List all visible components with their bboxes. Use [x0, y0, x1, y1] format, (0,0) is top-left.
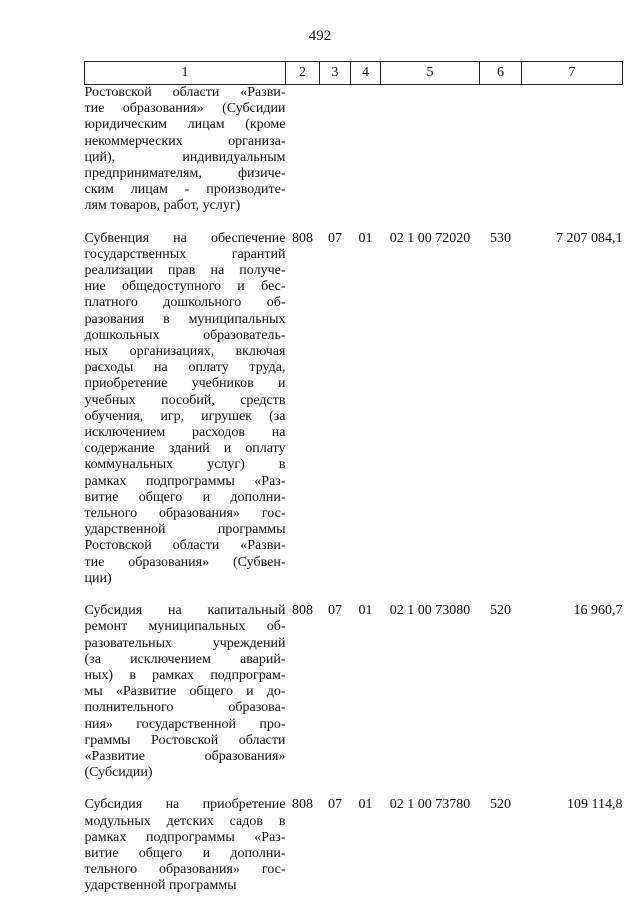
description-line: реализации прав на получе-: [84, 263, 286, 279]
description-line: предпринимателям, физиче-: [84, 166, 286, 182]
description-line: содержание зданий и оплату: [84, 441, 286, 457]
description-line: тие образования» (Субсидии: [84, 101, 286, 117]
description-line: дошкольных образователь-: [84, 327, 286, 343]
header-col-6: 6: [480, 62, 522, 85]
description-line: рамках подпрограммы «Раз-: [84, 829, 286, 845]
row-description: [85, 229, 286, 601]
row-col3: 07: [328, 603, 342, 619]
description-line: платного дошкольного об-: [84, 295, 286, 311]
row-col4: 01: [358, 603, 373, 619]
row-col5: 02 1 00 72020: [389, 230, 471, 246]
table-header-row: [85, 62, 623, 85]
description-line: некоммерческих организа-: [84, 133, 286, 149]
row-col7: 7 207 084,1: [556, 230, 623, 246]
description-line: (за исключением аварий-: [84, 651, 286, 667]
row-col7: 16 960,7: [573, 603, 623, 619]
row-col3: [320, 85, 351, 229]
description-line: витие общего и дополни-: [84, 489, 286, 505]
description-line: Субсидия на капитальный: [84, 603, 286, 619]
description-line: разовательных учреждений: [84, 635, 286, 651]
description-line: лям товаров, работ, услуг): [84, 198, 241, 214]
description-line: рамках подпрограммы «Раз-: [84, 473, 286, 489]
description-line: юридическим лицам (кроме: [84, 117, 286, 133]
description-line: «Развитие образования»: [84, 748, 286, 764]
description-line: ским лицам - производите-: [84, 182, 286, 198]
description-line: полнительного образова-: [84, 700, 286, 716]
description-line: Ростовской области «Разви-: [84, 538, 286, 554]
description-line: мы «Развитие общего и до-: [84, 684, 286, 700]
row-col5: 02 1 00 73780: [389, 797, 471, 813]
row-description: [85, 601, 286, 795]
row-col6: 520: [490, 603, 511, 619]
description-line: Субсидия на приобретение: [84, 797, 286, 813]
row-col7: [522, 85, 623, 229]
description-line: ремонт муниципальных об-: [84, 619, 286, 635]
row-col2: 808: [292, 230, 313, 246]
description-line: модульных детских садов в: [84, 813, 286, 829]
description-line: ние общедоступного и бес-: [84, 279, 286, 295]
row-col4: 01: [358, 797, 373, 813]
row-col2: 808: [292, 797, 313, 813]
row-description: [85, 795, 286, 908]
description-line: коммунальных услуг) в: [84, 457, 286, 473]
row-col3: 07: [328, 797, 342, 813]
description-line: обучения, игр, игрушек (за: [84, 408, 286, 424]
description-line: тельного образования» гос-: [84, 506, 286, 522]
description-line: (Субсидии): [84, 765, 153, 781]
description-line: разования в муниципальных: [84, 311, 286, 327]
description-line: Ростовской области «Разви-: [84, 85, 286, 100]
description-line: витие общего и дополни-: [84, 845, 286, 861]
description-line: Субвенция на обеспечение: [84, 230, 286, 246]
row-col6: 530: [490, 230, 511, 246]
row-col6: 520: [490, 797, 511, 813]
row-col4: [351, 85, 381, 229]
description-line: тие образования» (Субвен-: [84, 554, 286, 570]
page-number: 492: [308, 28, 332, 44]
row-col4: 01: [358, 230, 373, 246]
description-line: тельного образования» гос-: [84, 862, 286, 878]
header-col-5: 5: [381, 62, 480, 85]
description-line: расходы на оплату труда,: [84, 360, 286, 376]
description-line: ния» государственной про-: [84, 716, 286, 732]
header-col-2: 2: [286, 62, 320, 85]
row-col7: 109 114,8: [567, 797, 623, 813]
table-row: [85, 85, 623, 229]
description-line: ции): [84, 570, 112, 586]
description-line: граммы Ростовской области: [84, 732, 286, 748]
budget-table: [84, 61, 623, 909]
row-col5: 02 1 00 73080: [389, 603, 471, 619]
row-col2: [286, 85, 320, 229]
description-line: ных организациях, включая: [84, 344, 286, 360]
row-col2: 808: [292, 603, 313, 619]
table-row: [85, 601, 623, 795]
description-line: учебных пособий, средств: [84, 392, 286, 408]
description-line: ций), индивидуальным: [84, 149, 286, 165]
row-col5: [381, 85, 480, 229]
table-row: [85, 229, 623, 601]
header-col-1: 1: [85, 62, 286, 85]
header-col-3: 3: [320, 62, 351, 85]
description-line: государственных гарантий: [84, 246, 286, 262]
description-line: исключением расходов на: [84, 425, 286, 441]
description-line: ударственной программы: [84, 878, 237, 894]
row-description: [85, 85, 286, 229]
row-col6: [480, 85, 522, 229]
description-line: приобретение учебников и: [84, 376, 286, 392]
header-col-7: 7: [522, 62, 623, 85]
table-row: [85, 795, 623, 908]
header-col-4: 4: [351, 62, 381, 85]
description-line: ных) в рамках подпрограм-: [84, 667, 286, 683]
row-col3: 07: [328, 230, 342, 246]
description-line: ударственной программы: [84, 522, 286, 538]
